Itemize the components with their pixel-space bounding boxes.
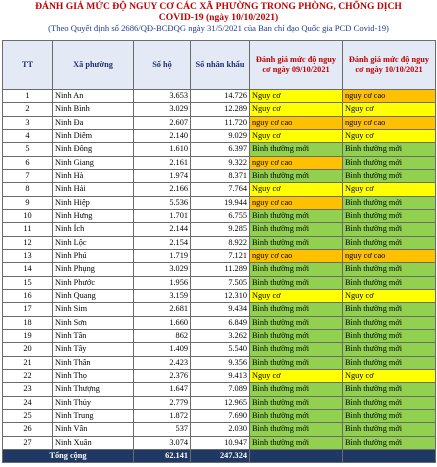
cell-tt: 13 bbox=[3, 249, 53, 262]
cell-risk-0910: Bình thường mới bbox=[250, 169, 343, 182]
cell-households: 2.681 bbox=[134, 303, 191, 316]
cell-risk-1010: Bình thường mới bbox=[343, 263, 436, 276]
cell-risk-1010: Bình thường mới bbox=[343, 343, 436, 356]
cell-risk-0910: Nguy cơ bbox=[250, 369, 343, 382]
cell-households: 2.423 bbox=[134, 356, 191, 369]
cell-tt: 7 bbox=[3, 169, 53, 182]
cell-risk-0910: Bình thường mới bbox=[250, 303, 343, 316]
cell-risk-1010: Bình thường mới bbox=[343, 356, 436, 369]
cell-risk-1010: Nguy cơ bbox=[343, 129, 436, 142]
cell-risk-1010: Bình thường mới bbox=[343, 409, 436, 422]
cell-tt: 14 bbox=[3, 263, 53, 276]
total-population: 247.324 bbox=[191, 449, 250, 462]
table-row bbox=[3, 289, 436, 302]
cell-population: 12.310 bbox=[191, 289, 250, 302]
table-row bbox=[3, 329, 436, 342]
cell-risk-1010: Bình thường mới bbox=[343, 276, 436, 289]
cell-risk-0910: Bình thường mới bbox=[250, 276, 343, 289]
table-body bbox=[3, 90, 436, 450]
cell-tt: 3 bbox=[3, 116, 53, 129]
cell-risk-1010: Bình thường mới bbox=[343, 303, 436, 316]
cell-ward: Ninh Phước bbox=[53, 276, 134, 289]
cell-population: 3.262 bbox=[191, 329, 250, 342]
cell-risk-1010: Bình thường mới bbox=[343, 396, 436, 409]
document-title-line2: COVID-19 (ngày 10/10/2021) bbox=[158, 11, 279, 23]
total-label: Tổng cộng bbox=[3, 449, 134, 462]
cell-households: 2.376 bbox=[134, 369, 191, 382]
cell-tt: 10 bbox=[3, 209, 53, 222]
cell-tt: 27 bbox=[3, 436, 53, 449]
cell-ward: Ninh Xuân bbox=[53, 436, 134, 449]
cell-tt: 21 bbox=[3, 356, 53, 369]
table-row bbox=[3, 129, 436, 142]
cell-population: 7.089 bbox=[191, 383, 250, 396]
cell-risk-0910: Nguy cơ bbox=[250, 183, 343, 196]
cell-risk-0910: Nguy cơ bbox=[250, 289, 343, 302]
cell-population: 12.289 bbox=[191, 103, 250, 116]
cell-population: 12.965 bbox=[191, 396, 250, 409]
table-row bbox=[3, 356, 436, 369]
cell-population: 7.690 bbox=[191, 409, 250, 422]
cell-risk-1010: Bình thường mới bbox=[343, 236, 436, 249]
cell-risk-1010: Bình thường mới bbox=[343, 169, 436, 182]
cell-risk-1010: nguy cơ cao bbox=[343, 116, 436, 129]
cell-tt: 4 bbox=[3, 129, 53, 142]
cell-households: 3.653 bbox=[134, 90, 191, 103]
risk-assessment-table bbox=[2, 40, 436, 463]
cell-tt: 9 bbox=[3, 196, 53, 209]
table-row bbox=[3, 423, 436, 436]
cell-population: 2.030 bbox=[191, 423, 250, 436]
cell-ward: Ninh Đa bbox=[53, 116, 134, 129]
cell-ward: Ninh Hưng bbox=[53, 209, 134, 222]
cell-risk-1010: Bình thường mới bbox=[343, 223, 436, 236]
cell-households: 537 bbox=[134, 423, 191, 436]
cell-risk-1010: Bình thường mới bbox=[343, 316, 436, 329]
total-households: 62.141 bbox=[134, 449, 191, 462]
cell-ward: Ninh Phú bbox=[53, 249, 134, 262]
header-households: Số hộ bbox=[134, 41, 191, 90]
cell-ward: Ninh Sơn bbox=[53, 316, 134, 329]
cell-tt: 1 bbox=[3, 90, 53, 103]
cell-risk-1010: Bình thường mới bbox=[343, 383, 436, 396]
header-risk-0910: Đánh giá mức độ nguy cơ ngày 09/10/2021 bbox=[250, 41, 343, 90]
cell-ward: Ninh Phụng bbox=[53, 263, 134, 276]
cell-risk-0910: Bình thường mới bbox=[250, 356, 343, 369]
cell-population: 9.029 bbox=[191, 129, 250, 142]
table-row bbox=[3, 103, 436, 116]
cell-households: 1.610 bbox=[134, 143, 191, 156]
cell-households: 2.144 bbox=[134, 223, 191, 236]
cell-risk-1010: Bình thường mới bbox=[343, 423, 436, 436]
cell-ward: Ninh Vân bbox=[53, 423, 134, 436]
cell-population: 9.356 bbox=[191, 356, 250, 369]
table-row bbox=[3, 196, 436, 209]
cell-risk-0910: nguy cơ cao bbox=[250, 156, 343, 169]
table-row bbox=[3, 223, 436, 236]
cell-tt: 8 bbox=[3, 183, 53, 196]
cell-ward: Ninh Tân bbox=[53, 329, 134, 342]
cell-population: 9.413 bbox=[191, 369, 250, 382]
cell-households: 1.974 bbox=[134, 169, 191, 182]
cell-households: 2.140 bbox=[134, 129, 191, 142]
table-row bbox=[3, 316, 436, 329]
cell-population: 7.505 bbox=[191, 276, 250, 289]
table-row bbox=[3, 263, 436, 276]
table-row bbox=[3, 303, 436, 316]
document-title-line1: ĐÁNH GIÁ MỨC ĐỘ NGUY CƠ CÁC XÃ PHƯỜNG TRONG PHÒNG, CHỐNG DỊCH bbox=[35, 1, 402, 12]
cell-risk-0910: Nguy cơ bbox=[250, 90, 343, 103]
cell-population: 9.285 bbox=[191, 223, 250, 236]
cell-population: 8.371 bbox=[191, 169, 250, 182]
cell-population: 6.849 bbox=[191, 316, 250, 329]
cell-tt: 22 bbox=[3, 369, 53, 382]
cell-tt: 18 bbox=[3, 316, 53, 329]
cell-ward: Ninh Đông bbox=[53, 143, 134, 156]
cell-population: 7.764 bbox=[191, 183, 250, 196]
table-row bbox=[3, 276, 436, 289]
cell-tt: 2 bbox=[3, 103, 53, 116]
cell-ward: Ninh Lộc bbox=[53, 236, 134, 249]
cell-risk-1010: Bình thường mới bbox=[343, 196, 436, 209]
cell-households: 1.660 bbox=[134, 316, 191, 329]
cell-population: 7.121 bbox=[191, 249, 250, 262]
table-row bbox=[3, 396, 436, 409]
cell-risk-0910: nguy cơ cao bbox=[250, 116, 343, 129]
cell-households: 2.154 bbox=[134, 236, 191, 249]
cell-risk-0910: Bình thường mới bbox=[250, 143, 343, 156]
cell-risk-0910: Nguy cơ bbox=[250, 129, 343, 142]
cell-households: 1.409 bbox=[134, 343, 191, 356]
cell-population: 5.540 bbox=[191, 343, 250, 356]
total-empty-cell bbox=[343, 449, 436, 462]
cell-risk-1010: Nguy cơ bbox=[343, 289, 436, 302]
header-risk-1010: Đánh giá mức độ nguy cơ ngày 10/10/2021 bbox=[343, 41, 436, 90]
table-row bbox=[3, 116, 436, 129]
cell-tt: 17 bbox=[3, 303, 53, 316]
cell-risk-0910: Bình thường mới bbox=[250, 223, 343, 236]
cell-risk-1010: nguy cơ cao bbox=[343, 90, 436, 103]
cell-tt: 19 bbox=[3, 329, 53, 342]
cell-tt: 11 bbox=[3, 223, 53, 236]
cell-households: 1.956 bbox=[134, 276, 191, 289]
cell-risk-0910: Bình thường mới bbox=[250, 409, 343, 422]
cell-population: 19.944 bbox=[191, 196, 250, 209]
cell-risk-1010: Bình thường mới bbox=[343, 209, 436, 222]
document-subtitle: (Theo Quyết định số 2686/QĐ-BCĐQG ngày 31/5/2021 của Ban chỉ đạo Quốc gia PCD Covid-19) bbox=[48, 23, 389, 33]
cell-risk-0910: Bình thường mới bbox=[250, 396, 343, 409]
cell-households: 2.161 bbox=[134, 156, 191, 169]
table-row bbox=[3, 143, 436, 156]
cell-ward: Ninh Thủy bbox=[53, 396, 134, 409]
table-row bbox=[3, 369, 436, 382]
cell-households: 2.607 bbox=[134, 116, 191, 129]
cell-tt: 20 bbox=[3, 343, 53, 356]
header-ward: Xã phường bbox=[53, 41, 134, 90]
table-header-row bbox=[3, 41, 436, 90]
cell-risk-0910: nguy cơ cao bbox=[250, 249, 343, 262]
cell-households: 3.074 bbox=[134, 436, 191, 449]
cell-risk-0910: Nguy cơ bbox=[250, 103, 343, 116]
table-row bbox=[3, 409, 436, 422]
table-row bbox=[3, 343, 436, 356]
cell-ward: Ninh Hiệp bbox=[53, 196, 134, 209]
cell-population: 11.289 bbox=[191, 263, 250, 276]
cell-ward: Ninh Trung bbox=[53, 409, 134, 422]
cell-households: 3.159 bbox=[134, 289, 191, 302]
cell-ward: Ninh Quang bbox=[53, 289, 134, 302]
cell-ward: Ninh Bình bbox=[53, 103, 134, 116]
cell-tt: 24 bbox=[3, 396, 53, 409]
table-row bbox=[3, 209, 436, 222]
cell-risk-0910: Bình thường mới bbox=[250, 209, 343, 222]
cell-households: 862 bbox=[134, 329, 191, 342]
cell-tt: 16 bbox=[3, 289, 53, 302]
cell-ward: Ninh Sim bbox=[53, 303, 134, 316]
cell-ward: Ninh An bbox=[53, 90, 134, 103]
cell-population: 6.397 bbox=[191, 143, 250, 156]
cell-risk-0910: Bình thường mới bbox=[250, 436, 343, 449]
cell-population: 14.726 bbox=[191, 90, 250, 103]
cell-ward: Ninh Thọ bbox=[53, 369, 134, 382]
total-row bbox=[3, 449, 436, 462]
cell-ward: Ninh Giang bbox=[53, 156, 134, 169]
cell-households: 5.536 bbox=[134, 196, 191, 209]
cell-tt: 26 bbox=[3, 423, 53, 436]
table-row bbox=[3, 156, 436, 169]
cell-households: 3.029 bbox=[134, 103, 191, 116]
cell-population: 8.922 bbox=[191, 236, 250, 249]
table-row bbox=[3, 169, 436, 182]
table-row bbox=[3, 236, 436, 249]
cell-population: 10.947 bbox=[191, 436, 250, 449]
cell-ward: Ninh Hà bbox=[53, 169, 134, 182]
cell-risk-0910: Bình thường mới bbox=[250, 316, 343, 329]
cell-risk-0910: Bình thường mới bbox=[250, 423, 343, 436]
cell-ward: Ninh Diêm bbox=[53, 129, 134, 142]
cell-ward: Ninh Ích bbox=[53, 223, 134, 236]
cell-tt: 6 bbox=[3, 156, 53, 169]
cell-tt: 5 bbox=[3, 143, 53, 156]
table-row bbox=[3, 436, 436, 449]
cell-risk-1010: nguy cơ cao bbox=[343, 249, 436, 262]
cell-risk-1010: Bình thường mới bbox=[343, 156, 436, 169]
cell-risk-1010: Nguy cơ bbox=[343, 183, 436, 196]
cell-ward: Ninh Thân bbox=[53, 356, 134, 369]
table-row bbox=[3, 183, 436, 196]
cell-risk-0910: Bình thường mới bbox=[250, 236, 343, 249]
cell-households: 2.166 bbox=[134, 183, 191, 196]
cell-population: 9.322 bbox=[191, 156, 250, 169]
cell-risk-0910: Bình thường mới bbox=[250, 263, 343, 276]
header-population: Số nhân khẩu bbox=[191, 41, 250, 90]
header-tt: TT bbox=[3, 41, 53, 90]
cell-households: 1.701 bbox=[134, 209, 191, 222]
cell-households: 2.779 bbox=[134, 396, 191, 409]
table-row bbox=[3, 249, 436, 262]
cell-tt: 25 bbox=[3, 409, 53, 422]
cell-risk-1010: Nguy cơ bbox=[343, 369, 436, 382]
cell-households: 1.719 bbox=[134, 249, 191, 262]
cell-risk-1010: Bình thường mới bbox=[343, 436, 436, 449]
cell-households: 1.647 bbox=[134, 383, 191, 396]
cell-ward: Ninh Tây bbox=[53, 343, 134, 356]
cell-households: 3.029 bbox=[134, 263, 191, 276]
table-row bbox=[3, 383, 436, 396]
cell-ward: Ninh Hải bbox=[53, 183, 134, 196]
cell-tt: 23 bbox=[3, 383, 53, 396]
cell-risk-1010: Bình thường mới bbox=[343, 143, 436, 156]
cell-tt: 12 bbox=[3, 236, 53, 249]
cell-risk-1010: Bình thường mới bbox=[343, 329, 436, 342]
cell-households: 1.872 bbox=[134, 409, 191, 422]
table-row bbox=[3, 90, 436, 103]
cell-ward: Ninh Thượng bbox=[53, 383, 134, 396]
total-empty-cell bbox=[250, 449, 343, 462]
cell-tt: 15 bbox=[3, 276, 53, 289]
cell-risk-0910: Bình thường mới bbox=[250, 329, 343, 342]
cell-risk-0910: Bình thường mới bbox=[250, 383, 343, 396]
cell-population: 9.434 bbox=[191, 303, 250, 316]
cell-risk-0910: Bình thường mới bbox=[250, 343, 343, 356]
cell-risk-1010: Nguy cơ bbox=[343, 103, 436, 116]
cell-risk-0910: nguy cơ cao bbox=[250, 196, 343, 209]
cell-population: 6.755 bbox=[191, 209, 250, 222]
cell-population: 11.720 bbox=[191, 116, 250, 129]
